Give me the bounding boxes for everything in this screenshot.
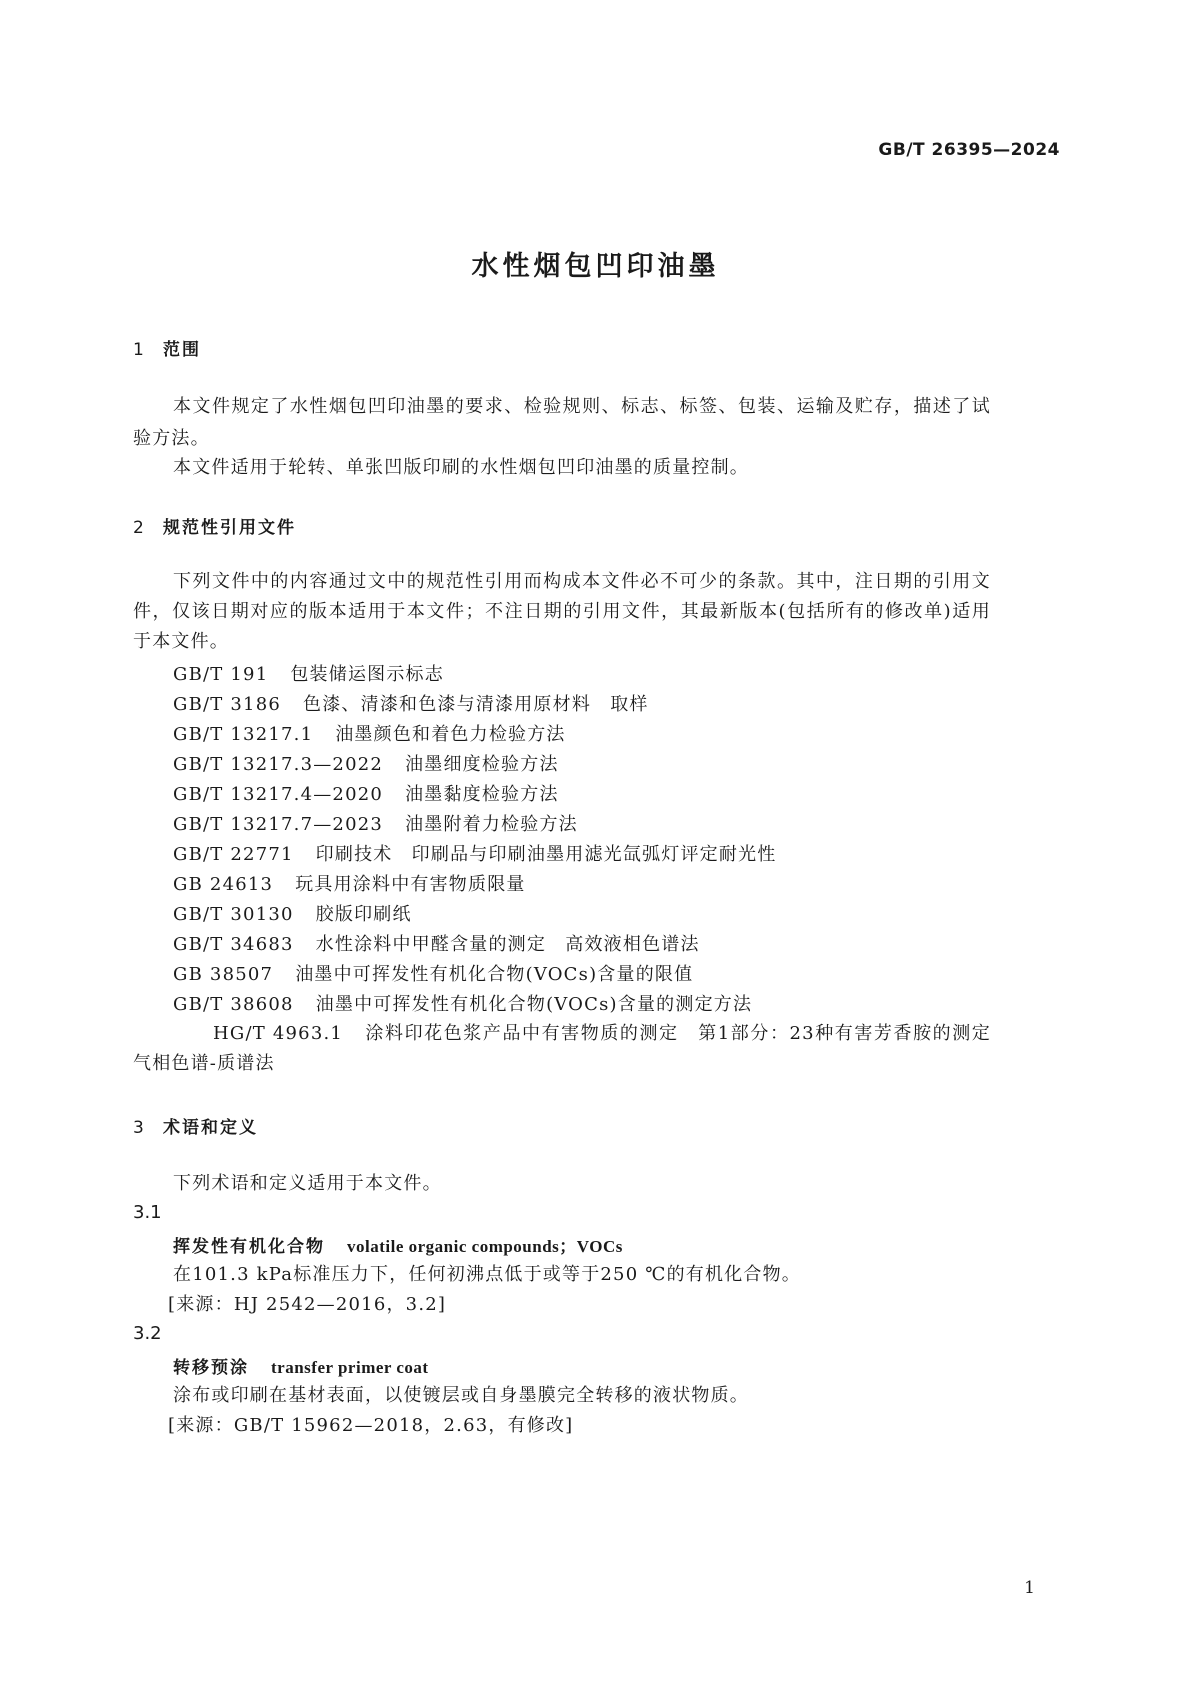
reference-code: GB/T 13217.4—2020 (173, 784, 384, 805)
reference-item (173, 929, 700, 961)
reference-title: 油墨黏度检验方法 (405, 784, 559, 805)
section-3-heading (133, 1113, 258, 1138)
page-number: 1 (1024, 1578, 1035, 1598)
reference-item (133, 1019, 1011, 1079)
paragraph: 下列术语和定义适用于本文件。 (173, 1173, 442, 1194)
reference-title: 油墨颜色和着色力检验方法 (335, 724, 566, 745)
term-chinese: 挥发性有机化合物 (173, 1237, 325, 1257)
reference-code: GB/T 22771 (173, 844, 294, 865)
section-2-heading (133, 513, 296, 538)
section-number: 1 (133, 340, 146, 360)
term-definition: 涂布或印刷在基材表面，以使镀层或自身墨膜完全转移的液状物质。 (173, 1385, 749, 1406)
document-title: 水性烟包凹印油墨 (471, 251, 720, 282)
reference-title: 印刷技术 印刷品与印刷油墨用滤光氙弧灯评定耐光性 (315, 844, 777, 865)
reference-title: 色漆、清漆和色漆与清漆用原材料 取样 (303, 694, 649, 715)
reference-code: GB 24613 (173, 874, 274, 895)
term-english: transfer primer coat (271, 1358, 429, 1377)
reference-item (173, 809, 578, 841)
reference-title: 胶版印刷纸 (315, 904, 412, 925)
paragraph: 本文件规定了水性烟包凹印油墨的要求、检验规则、标志、标签、包装、运输及贮存，描述了试验方法。 (133, 396, 991, 449)
term-source: [来源：GB/T 15962—2018，2.63，有修改] (168, 1415, 574, 1436)
reference-item (173, 899, 412, 931)
reference-code: GB/T 13217.7—2023 (173, 814, 384, 835)
reference-code: GB 38507 (173, 964, 274, 985)
section-1-heading (133, 335, 201, 360)
term-source: [来源：HJ 2542—2016，3.2] (168, 1294, 447, 1315)
term-english: volatile organic compounds；VOCs (347, 1237, 623, 1256)
reference-title: 油墨中可挥发性有机化合物(VOCs)含量的限值 (295, 964, 694, 985)
reference-item (173, 659, 444, 691)
reference-title: 玩具用涂料中有害物质限量 (295, 874, 526, 895)
term-chinese: 转移预涂 (173, 1358, 249, 1378)
reference-item (173, 719, 566, 751)
reference-code: GB/T 13217.3—2022 (173, 754, 384, 775)
reference-code: GB/T 3186 (173, 694, 282, 715)
reference-item (173, 839, 776, 871)
reference-title: 油墨细度检验方法 (405, 754, 559, 775)
reference-code: GB/T 191 (173, 664, 269, 685)
standard-code: GB/T 26395—2024 (878, 140, 1060, 160)
reference-item (173, 779, 559, 811)
term-definition: 在101.3 kPa标准压力下，任何初沸点低于或等于250 ℃的有机化合物。 (173, 1264, 802, 1285)
reference-item (173, 959, 693, 991)
reference-item (173, 989, 752, 1021)
paragraph: 下列文件中的内容通过文中的规范性引用而构成本文件必不可少的条款。其中，注日期的引用文件，仅该日期对应的版本适用于本文件；不注日期的引用文件，其最新版本(包括所有的修改单)适用于本文件。 (133, 571, 991, 652)
section-number: 2 (133, 518, 146, 538)
reference-title: 涂料印花色浆产品中有害物质的测定 第1部分：23种有害芳香胺的测定 气相色谱-质谱法 (133, 1023, 1011, 1074)
reference-title: 包装储运图示标志 (290, 664, 444, 685)
reference-title: 油墨附着力检验方法 (405, 814, 578, 835)
section-title: 规范性引用文件 (163, 518, 296, 538)
term-heading (173, 1232, 623, 1257)
section-title: 术语和定义 (163, 1118, 258, 1138)
reference-code: GB/T 38608 (173, 994, 294, 1015)
reference-title: 油墨中可挥发性有机化合物(VOCs)含量的测定方法 (315, 994, 753, 1015)
reference-title: 水性涂料中甲醛含量的测定 高效液相色谱法 (315, 934, 700, 955)
section-number: 3 (133, 1118, 146, 1138)
reference-code: GB/T 30130 (173, 904, 294, 925)
paragraph: 本文件适用于轮转、单张凹版印刷的水性烟包凹印油墨的质量控制。 (173, 457, 749, 478)
reference-item (173, 749, 559, 781)
reference-item (173, 689, 649, 721)
reference-item (173, 869, 526, 901)
term-number: 3.2 (133, 1323, 162, 1344)
reference-code: HG/T 4963.1 (213, 1023, 344, 1044)
reference-code: GB/T 13217.1 (173, 724, 314, 745)
term-number: 3.1 (133, 1202, 162, 1223)
term-heading (173, 1353, 429, 1378)
section-title: 范围 (163, 340, 201, 360)
reference-code: GB/T 34683 (173, 934, 294, 955)
